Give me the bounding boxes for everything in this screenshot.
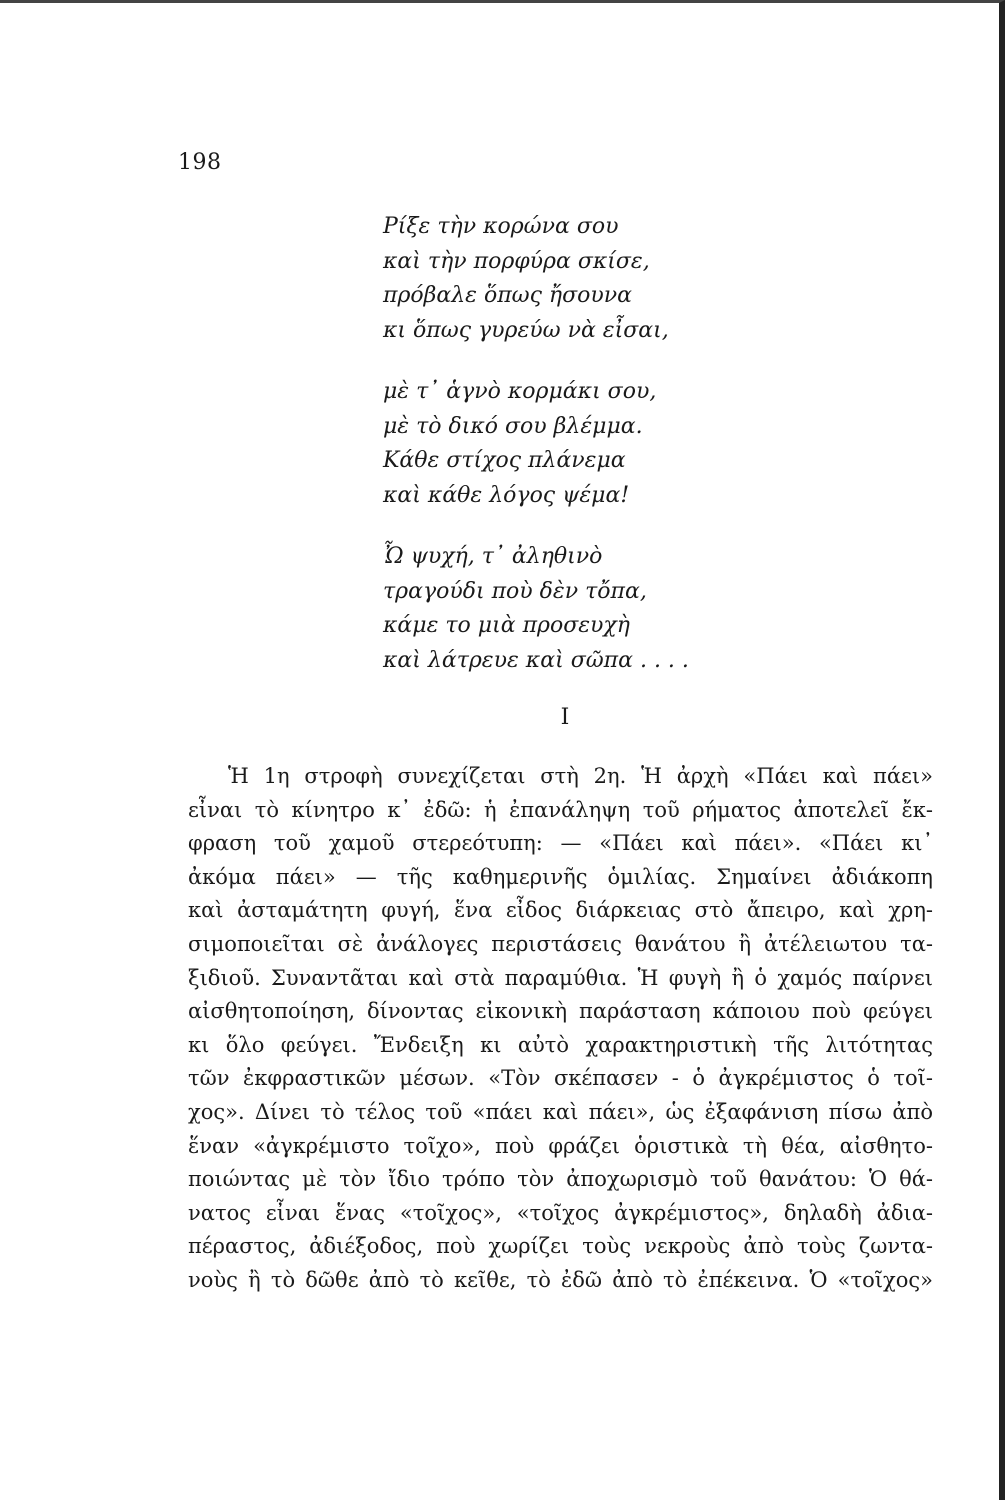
commentary-line: αἰσθητοποίηση, δίνοντας εἰκονικὴ παράσταση κάποιου ποὺ φεύγει [188,999,933,1024]
commentary-line: χος». Δίνει τὸ τέλος τοῦ «πάει καὶ πάει», ὡς ἐξαφάνιση πίσω ἀπὸ [188,1099,933,1124]
commentary-line: τῶν ἐκφραστικῶν μέσων. «Τὸν σκέπασεν - ὁ ἀγκρέμιστος ὁ τοῖ- [188,1066,933,1091]
poem-line: καὶ κάθε λόγος ψέμα! [383,482,630,508]
commentary-line: εἶναι τὸ κίνητρο κ᾽ ἐδῶ: ἡ ἐπανάληψη τοῦ ρήματος ἀποτελεῖ ἔκ- [188,797,933,822]
commentary-line: νατος εἶναι ἕνας «τοῖχος», «τοῖχος ἀγκρέμιστος», δηλαδὴ ἀδια- [188,1200,933,1225]
poem-line: πρόβαλε ὅπως ἤσουνα [383,283,632,308]
commentary-line: ἀκόμα πάει» — τῆς καθημερινῆς ὁμιλίας. Σημαίνει ἀδιάκοπη [188,864,933,889]
poem-stanza-2 [383,375,943,513]
commentary-line: Ἡ 1η στροφὴ συνεχίζεται στὴ 2η. Ἡ ἀρχὴ «Πάει καὶ πάει» [228,764,933,788]
commentary-line: κι ὅλο φεύγει. Ἔνδειξη κι αὐτὸ χαρακτηριστικὴ τῆς λιτότητας [188,1032,933,1057]
poem-line: Κάθε στίχος πλάνεμα [383,448,626,473]
commentary-line: ξιδιοῦ. Συναντᾶται καὶ στὰ παραμύθια. Ἡ φυγὴ ἢ ὁ χαμός παίρνει [188,965,933,990]
poem-line: κι ὅπως γυρεύω νὰ εἶσαι, [383,317,669,343]
section-heading: I [560,705,570,730]
poem-line: κάμε το μιὰ προσευχὴ [383,613,630,638]
poem-stanza-3 [383,540,943,678]
commentary-line: σιμοποιεῖται σὲ ἀνάλογες περιστάσεις θανάτου ἢ ἀτέλειωτου τα- [188,931,933,956]
commentary-line: καὶ ἀσταμάτητη φυγή, ἕνα εἶδος διάρκειας στὸ ἄπειρο, καὶ χρη- [188,898,933,923]
poem [383,210,943,705]
poem-line: Ρίξε τὴν κορώνα σου [383,214,619,239]
commentary-paragraph [188,760,933,1298]
poem-line: καὶ τὴν πορφύρα σκίσε, [383,248,650,274]
page-number: 198 [178,150,222,175]
poem-line: Ὦ ψυχή, τ᾽ ἀληθινὸ [383,544,603,569]
poem-line: καὶ λάτρευε καὶ σῶπα . . . . [383,647,689,673]
commentary-line: νοὺς ἢ τὸ δῶθε ἀπὸ τὸ κεῖθε, τὸ ἐδῶ ἀπὸ τὸ ἐπέκεινα. Ὁ «τοῖχος» [188,1267,933,1292]
poem-line: μὲ τὸ δικό σου βλέμμα. [383,413,643,439]
commentary-line: ἕναν «ἀγκρέμιστο τοῖχο», ποὺ φράζει ὁριστικὰ τὴ θέα, αἰσθητο- [188,1133,933,1158]
commentary-line: φραση τοῦ χαμοῦ στερεότυπη: — «Πάει καὶ πάει». «Πάει κι᾽ [188,831,933,856]
poem-line: μὲ τ᾽ ἁγνὸ κορμάκι σου, [383,379,657,404]
commentary-line: πέραστος, ἀδιέξοδος, ποὺ χωρίζει τοὺς νεκροὺς ἀπὸ τοὺς ζωντα- [188,1234,933,1259]
commentary-line: ποιώντας μὲ τὸν ἴδιο τρόπο τὸν ἀποχωρισμὸ τοῦ θανάτου: Ὁ θά- [188,1167,933,1192]
poem-line: τραγούδι ποὺ δὲν τὄπα, [383,578,647,604]
poem-stanza-1 [383,210,943,348]
